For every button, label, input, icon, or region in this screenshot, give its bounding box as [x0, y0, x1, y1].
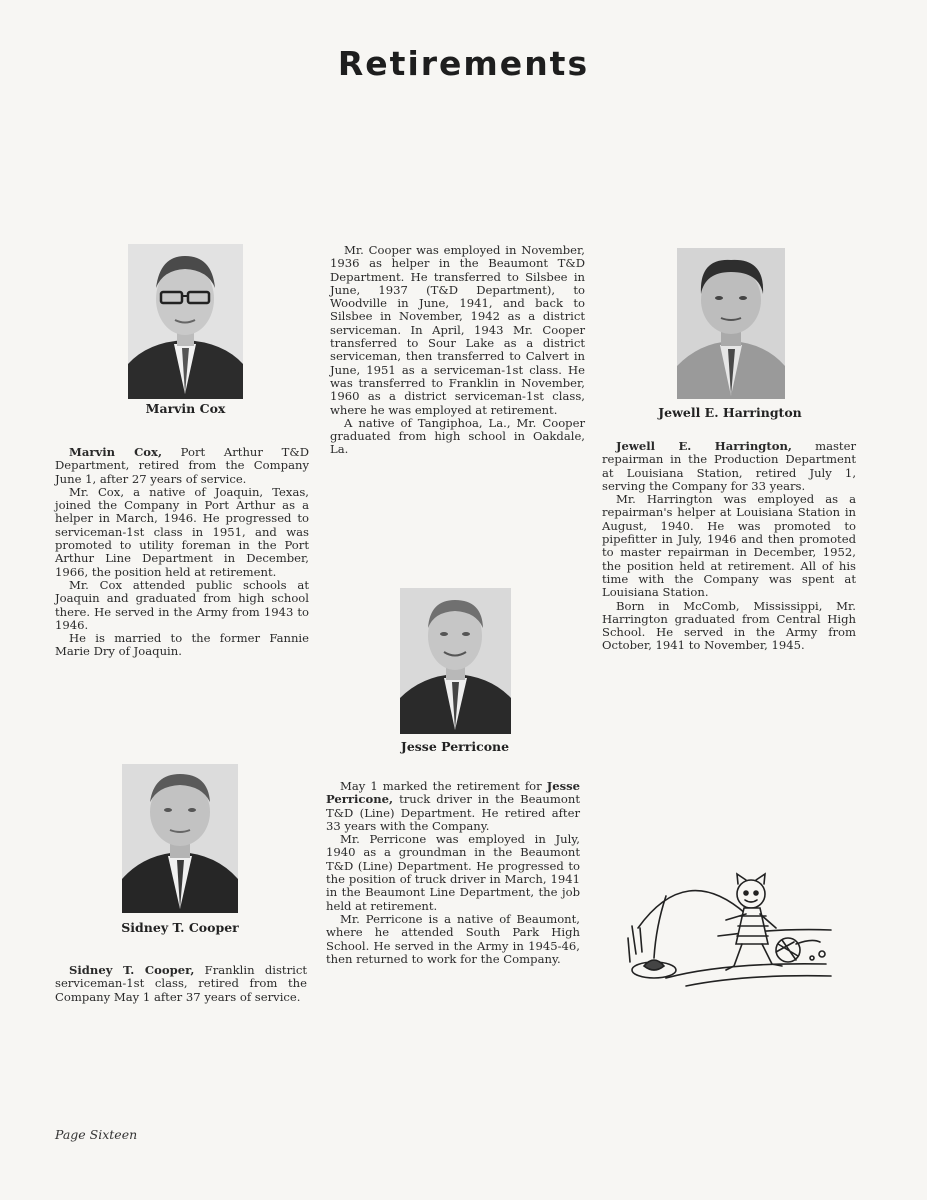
marvin-cox-article [55, 446, 309, 659]
jewell-harrington-article [602, 440, 856, 653]
paragraph-text: May 1 marked the retirement for [340, 779, 547, 793]
article-paragraph [55, 446, 309, 486]
marvin-cox-photo [128, 244, 243, 399]
paragraph-text: truck driver in the Beaumont T&D (Line) Department. He retired after 33 years with the Company. [326, 792, 580, 833]
jewell-harrington-caption: Jewell E. Harrington [658, 405, 802, 420]
portrait-icon [128, 244, 243, 399]
person-name: Marvin Cox, [69, 445, 162, 459]
article-paragraph: Mr. Harrington was employed as a repairman's helper at Louisiana Station in August, 1940. He was promoted to pipefitter in July, 1946 and then promoted to master repairman in December, 1952, the position held at retirement. All of his time with the Company was spent at Louisiana Station. [602, 492, 856, 600]
article-paragraph [602, 440, 856, 493]
article-paragraph: He is married to the former Fannie Marie Dry of Joaquin. [55, 631, 309, 659]
fishing-cartoon-illustration [626, 866, 838, 996]
portrait-icon [122, 764, 238, 913]
sidney-cooper-summary [55, 964, 307, 1004]
person-name: Jesse Perricone, [326, 779, 580, 807]
portrait-icon [400, 588, 511, 734]
portrait-icon [677, 248, 785, 399]
article-paragraph: Mr. Cox, a native of Joaquin, Texas, joined the Company in Port Arthur as a helper in March, 1946. He progressed to serviceman-1st class in 1951, and was promoted to utility foreman in the Port Arthur Line Department in December, 1966, the position held at retirement. [55, 484, 309, 579]
jesse-perricone-photo [400, 588, 511, 734]
marvin-cox-caption: Marvin Cox [145, 401, 226, 416]
person-name: Sidney T. Cooper, [69, 963, 195, 977]
person-name: Jewell E. Harrington, [616, 439, 792, 453]
article-paragraph: Mr. Cox attended public schools at Joaquin and graduated from high school there. He served in the Army from 1943 to 1946. [55, 577, 309, 632]
page-title: Retirements [337, 44, 590, 83]
sidney-cooper-photo [122, 764, 238, 913]
article-paragraph: Mr. Perricone is a native of Beaumont, where he attended South Park High School. He served in the Army in 1945-46, then returned to work for the Company. [326, 911, 580, 966]
jewell-harrington-photo [677, 248, 785, 399]
article-paragraph: Mr. Cooper was employed in November, 1936 as helper in the Beaumont T&D Department. He transferred to Silsbee in June, 1937 (T&D Department), to Woodville in June, 1941, and back to Silsbee in November, 1942 as a district serviceman. In April, 1943 Mr. Cooper transferred to Sour Lake as a district serviceman, then transferred to Calvert in June, 1951 as a serviceman-1st class. He was transferred to Franklin in November, 1960 as a district serviceman-1st class, where he was employed at retirement. [330, 243, 585, 417]
fishing-cartoon-icon [626, 866, 838, 996]
article-paragraph: Mr. Perricone was employed in July, 1940 as a groundman in the Beaumont T&D (Line) Department. He progressed to the position of truck driver in March, 1941 in the Beaumont Line Department, the job held at retirement. [326, 832, 580, 913]
article-paragraph: A native of Tangiphoa, La., Mr. Cooper graduated from high school in Oakdale, La. [330, 415, 585, 457]
page-number-footer: Page Sixteen [55, 1127, 138, 1142]
paragraph-text: Franklin district serviceman-1st class, retired from the Company May 1 after 37 years of service. [55, 963, 307, 1004]
sidney-cooper-caption: Sidney T. Cooper [121, 920, 239, 935]
article-paragraph [55, 964, 307, 1004]
jesse-perricone-caption: Jesse Perricone [400, 739, 510, 754]
sidney-cooper-article [330, 244, 585, 457]
jesse-perricone-article [326, 780, 580, 966]
paragraph-text: master repairman in the Production Department at Louisiana Station, retired July 1, serving the Company for 33 years. [602, 439, 856, 493]
article-paragraph: Born in McComb, Mississippi, Mr. Harrington graduated from Central High School. He served in the Army from October, 1941 to November, 1945. [602, 598, 856, 653]
paragraph-text: Port Arthur T&D Department, retired from the Company June 1, after 27 years of service. [55, 445, 309, 486]
article-paragraph [326, 780, 580, 833]
